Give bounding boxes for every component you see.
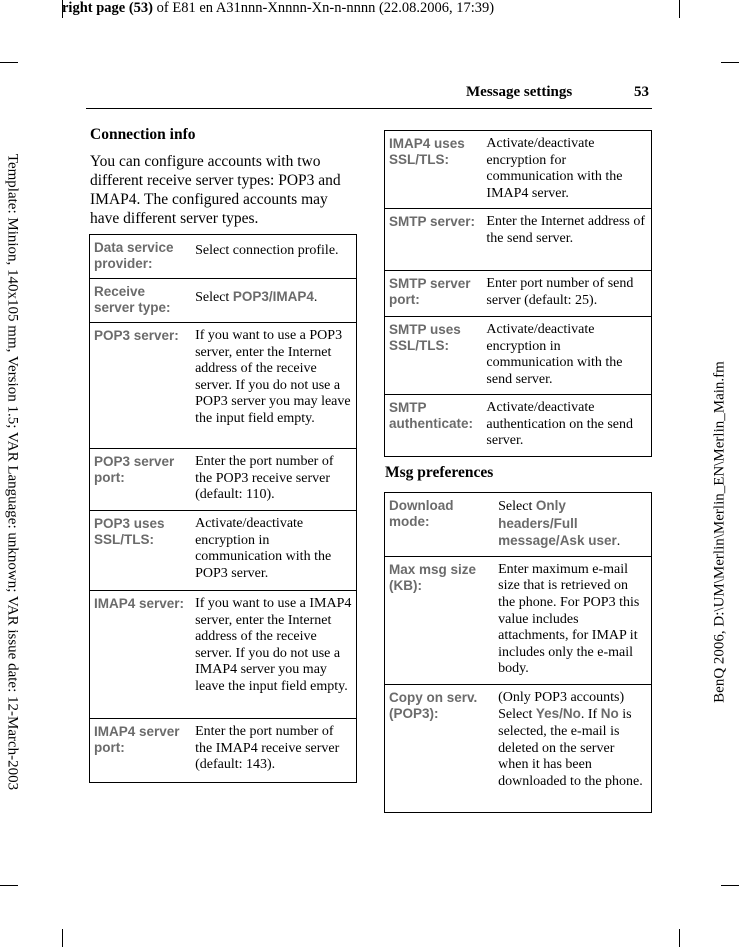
running-head-title: Message settings xyxy=(466,84,573,100)
value-text: . If xyxy=(580,707,601,723)
table-row xyxy=(385,131,652,209)
option-separator: / xyxy=(559,706,563,722)
setting-description xyxy=(191,279,356,323)
table-row xyxy=(385,317,652,395)
crop-mark xyxy=(721,62,739,63)
connection-settings-table-left xyxy=(89,234,357,783)
setting-label: POP3 server port: xyxy=(90,449,192,511)
value-prefix: Select xyxy=(195,290,233,305)
setting-description: Enter the Internet address of the send server. xyxy=(482,209,651,271)
option-pop3: POP3 xyxy=(232,289,269,304)
file-path-text: BenQ 2006, D:\UM\Merlin\Merlin_EN\Merlin_Main.fm xyxy=(711,361,728,703)
value-prefix: Select xyxy=(498,499,536,514)
setting-label: Max msg size (KB): xyxy=(385,556,495,684)
option-full-message: Full message xyxy=(498,515,578,549)
table-row xyxy=(385,271,652,317)
table-row xyxy=(90,235,357,279)
table-row xyxy=(385,209,652,271)
setting-label: POP3 uses SSL/TLS: xyxy=(90,511,192,591)
option-only-headers: Only headers xyxy=(498,498,566,531)
setting-description xyxy=(494,493,651,557)
option-separator: / xyxy=(549,515,554,531)
table-row xyxy=(90,511,357,591)
setting-label: SMTP server: xyxy=(385,209,483,271)
crop-mark xyxy=(679,0,680,18)
setting-description: Select connection profile. xyxy=(191,235,356,279)
setting-description: Enter maximum e-mail size that is retrieved on the phone. For POP3 this value includes attachments, for IMAP it includes only the e-mail body. xyxy=(494,556,651,684)
setting-label: Copy on serv.(POP3): xyxy=(385,684,495,812)
header-rule xyxy=(86,108,652,109)
setting-description: If you want to use a POP3 server, enter the Internet address of the receive server. If you do not use a POP3 server you may leave the input field empty. xyxy=(191,323,356,449)
setting-label: SMTP server port: xyxy=(385,271,483,317)
setting-label: Receive server type: xyxy=(90,279,192,323)
value-suffix: . xyxy=(616,534,621,550)
page-number: 53 xyxy=(634,84,649,100)
banner-page-ref: right page (53) xyxy=(62,0,154,16)
table-row xyxy=(90,449,357,511)
setting-description: If you want to use a IMAP4 server, enter the Internet address of the receive server. If you do not use a IMAP4 server you may leave the input field empty. xyxy=(191,591,356,719)
table-row xyxy=(90,323,357,449)
setting-label: Data service provider: xyxy=(90,235,192,279)
crop-mark xyxy=(62,929,63,947)
setting-description: Activate/deactivate authentication on the send server. xyxy=(482,395,651,457)
table-row xyxy=(385,493,652,557)
value-text: (Only POP3 accounts) Select xyxy=(498,689,625,723)
connection-intro-text: You can configure accounts with two different receive server types: POP3 and IMAP4. The configured accounts may have different server types. xyxy=(90,153,341,227)
value-suffix: . xyxy=(313,290,318,305)
table-row xyxy=(385,684,652,812)
print-info-banner xyxy=(62,0,494,17)
setting-description xyxy=(494,684,651,812)
connection-settings-table-right xyxy=(384,130,652,457)
banner-details: of E81 en A31nnn-Xnnnn-Xn-n-nnnn (22.08.2006, 17:39) xyxy=(153,0,495,16)
option-imap4: IMAP4 xyxy=(272,289,314,304)
msg-preferences-table xyxy=(384,492,652,813)
setting-label: IMAP4 uses SSL/TLS: xyxy=(385,131,483,209)
setting-label: IMAP4 server: xyxy=(90,591,192,719)
template-info-text: Template: Minion, 140x105 mm, Version 1.5; VAR Language: unknown; VAR issue date: 12-March-2003 xyxy=(4,153,21,791)
setting-description: Enter port number of send server (default: 25). xyxy=(482,271,651,317)
setting-description: Activate/deactivate encryption in communication with the send server. xyxy=(482,317,651,395)
table-row xyxy=(90,591,357,719)
setting-description: Enter the port number of the POP3 receive server (default: 110). xyxy=(191,449,356,511)
table-row xyxy=(90,279,357,323)
setting-description: Activate/deactivate encryption in communication with the POP3 server. xyxy=(191,511,356,591)
table-row xyxy=(90,719,357,783)
setting-label: SMTP uses SSL/TLS: xyxy=(385,317,483,395)
table-row xyxy=(385,556,652,684)
setting-label: POP3 server: xyxy=(90,323,192,449)
crop-mark xyxy=(679,929,680,947)
crop-mark xyxy=(0,62,18,63)
option-yes: Yes xyxy=(535,706,560,722)
table-row xyxy=(385,395,652,457)
value-text: is selected, the e-mail is deleted on the server when it has been downloaded to the phone. xyxy=(498,707,643,789)
option-no: No xyxy=(562,706,581,722)
setting-label: SMTP authenticate: xyxy=(385,395,483,457)
option-separator: / xyxy=(555,533,560,549)
crop-mark xyxy=(721,885,739,886)
option-separator: / xyxy=(268,289,273,304)
setting-description: Enter the port number of the IMAP4 receive server (default: 143). xyxy=(191,719,356,783)
setting-label: Download mode: xyxy=(385,493,495,557)
crop-mark xyxy=(0,885,18,886)
option-ask-user: Ask user xyxy=(559,533,617,549)
option-no: No xyxy=(600,706,619,722)
setting-label: IMAP4 server port: xyxy=(90,719,192,783)
section-heading-msg-preferences: Msg preferences xyxy=(385,464,494,481)
setting-description: Activate/deactivate encryption for communication with the IMAP4 server. xyxy=(482,131,651,209)
section-heading-connection: Connection info xyxy=(90,126,196,143)
